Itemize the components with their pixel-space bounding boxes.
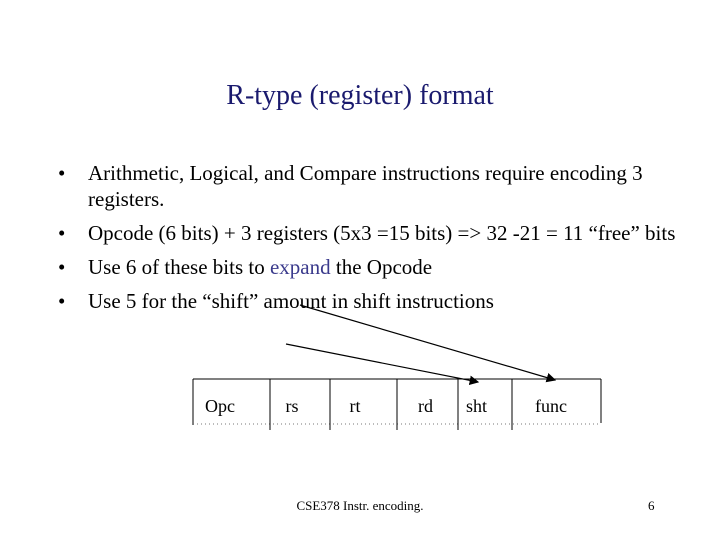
shift-arrow <box>286 344 478 382</box>
field-func: func <box>535 396 567 416</box>
field-rs: rs <box>285 396 299 416</box>
slide-title: R-type (register) format <box>226 80 494 111</box>
bullet-dot: • <box>58 255 66 279</box>
field-rt: rt <box>349 396 361 416</box>
bullet-text: Use 5 for the “shift” amount in shift instructions <box>88 289 494 313</box>
field-sht: sht <box>465 396 487 416</box>
field-opc: Opc <box>205 396 235 416</box>
bullet-dot: • <box>58 221 66 245</box>
bullet-text: Arithmetic, Logical, and Compare instructions require encoding 3 registers. <box>88 161 643 211</box>
expand-arrow <box>300 305 555 380</box>
footer-text: CSE378 Instr. encoding. <box>296 498 424 513</box>
bullet-dot: • <box>58 289 66 313</box>
expand-highlight: expand <box>269 255 331 279</box>
page-number: 6 <box>648 498 655 513</box>
bullet-dot: • <box>58 161 66 185</box>
bullet-text: Opcode (6 bits) + 3 registers (5x3 =15 bits) => 32 -21 = 11 “free” bits <box>88 221 676 245</box>
bullet-text-after: the Opcode <box>330 255 433 279</box>
bullet-text-before: Use 6 of these bits to <box>88 255 270 279</box>
field-rd: rd <box>418 396 433 416</box>
